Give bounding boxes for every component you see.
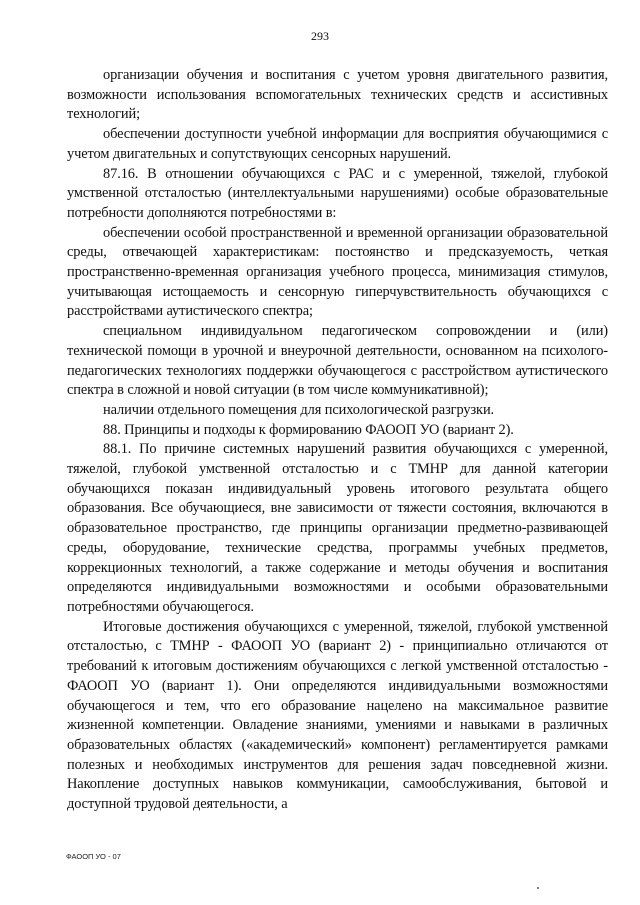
paragraph: обеспечении доступности учебной информации для восприятия обучающимися с учетом двигательных и сопутствующих сенсорных нарушений. bbox=[67, 126, 608, 162]
paragraph: 88.1. По причине системных нарушений развития обучающихся с умеренной, тяжелой, глубокой умственной отсталостью и с ТМНР для данной категории обучающихся показан индивидуальный уровень итогового результата общего образования. Все обучающиеся, вне зависимости от тяжести состояния, включаются в образовательное пространство, где принципы организации предметно-развивающей среды, оборудование, технические средства, программы учебных предметов, коррекционных технологий, а также содержание и методы обучения и воспитания определяются индивидуальными возможностями и особыми образовательными потребностями обучающегося. bbox=[67, 441, 608, 615]
document-body bbox=[67, 66, 608, 815]
paragraph: Итоговые достижения обучающихся с умеренной, тяжелой, глубокой умственной отсталостью, с ТМНР - ФАООП УО (вариант 2) - принципиально отличаются от требований к итоговым достижениям обучающихся с легкой умственной отсталостью - ФАООП УО (вариант 1). Они определяются индивидуальными возможностями обучающегося и тем, что его образование нацелено на максимальное развитие жизненной компетенции. Овладение знаниями, умениями и навыками в различных образовательных областях («академический» компонент) регламентируется рамками полезных и необходимых инструментов для решения задач повседневной жизни. Накопление доступных навыков коммуникации, самообслуживания, бытовой и доступной трудовой деятельности, а bbox=[67, 618, 608, 813]
paragraph: 87.16. В отношении обучающихся с РАС и с умеренной, тяжелой, глубокой умственной отсталостью (интеллектуальными нарушениями) особые образовательные потребности дополняются потребностями в: bbox=[67, 165, 608, 221]
scan-speck bbox=[537, 887, 539, 889]
paragraph: наличии отдельного помещения для психологической разгрузки. bbox=[103, 401, 495, 418]
section-heading: 88. Принципы и подходы к формированию ФАООП УО (вариант 2). bbox=[103, 421, 514, 438]
paragraph: организации обучения и воспитания с учетом уровня двигательного развития, возможности использования вспомогательных технических средств и ассистивных технологий; bbox=[67, 67, 608, 123]
page-number: 293 bbox=[311, 29, 329, 43]
paragraph: специальном индивидуальном педагогическом сопровождении и (или) технической помощи в урочной и внеурочной деятельности, основанном на психолого-педагогических технологиях поддержки обучающегося с расстройством аутистического спектра в сложной и новой ситуации (в том числе коммуникативной); bbox=[67, 323, 608, 399]
paragraph: обеспечении особой пространственной и временной организации образовательной среды, отвечающей характеристикам: постоянство и предсказуемость, четкая пространственно-временная организация учебного процесса, минимизация стимулов, учитывающая истощаемость и сенсорную гиперчувствительность обучающихся с расстройствами аутистического спектра; bbox=[67, 224, 608, 320]
footer-label: ФАООП УО - 07 bbox=[66, 852, 121, 861]
